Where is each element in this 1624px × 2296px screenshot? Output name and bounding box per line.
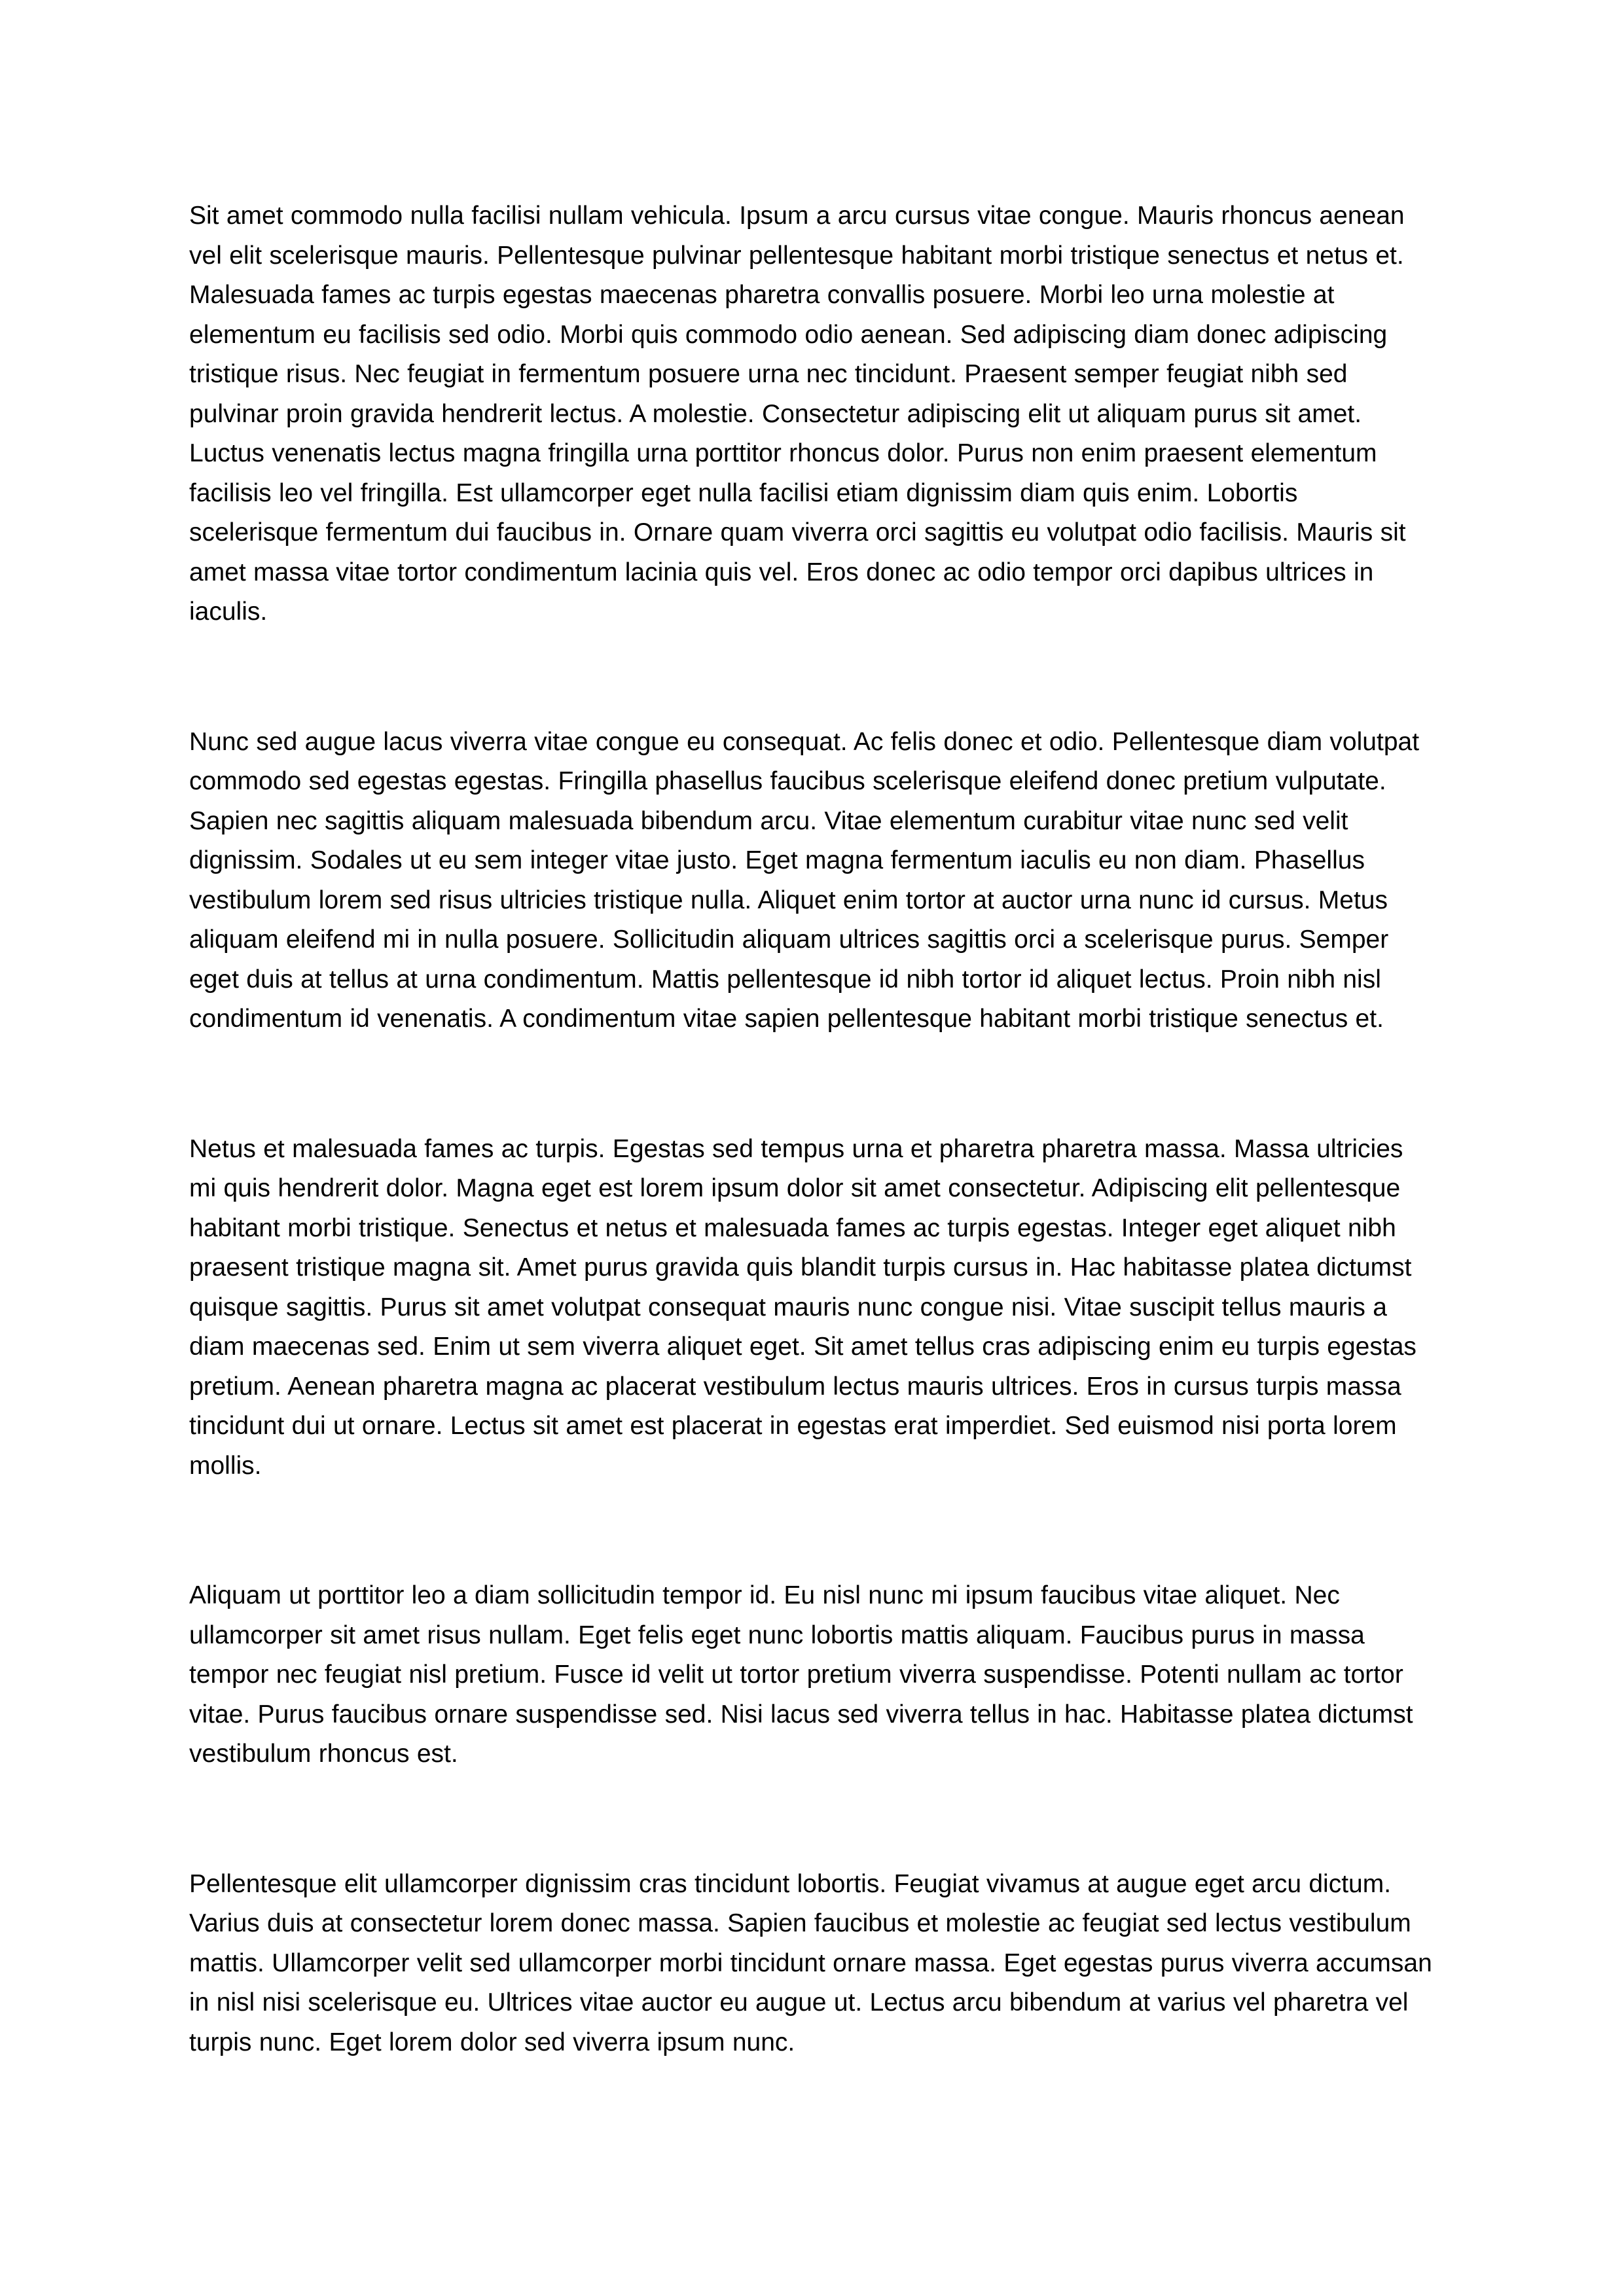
paragraph-3: Netus et malesuada fames ac turpis. Egestas sed tempus urna et pharetra pharetra massa. Massa ultricies mi quis hendrerit dolor. Magna eget est lorem ipsum dolor sit amet consectetur. Adipiscing elit pellentesque habitant morbi tristique. Senectus et netus et malesuada fames ac turpis egestas. Integer eget aliquet nibh praesent tristique magna sit. Amet purus gravida quis blandit turpis cursus in. Hac habitasse platea dictumst quisque sagittis. Purus sit amet volutpat consequat mauris nunc congue nisi. Vitae suscipit tellus mauris a diam maecenas sed. Enim ut sem viverra aliquet eget. Sit amet tellus cras adipiscing enim eu turpis egestas pretium. Aenean pharetra magna ac placerat vestibulum lectus mauris ultrices. Eros in cursus turpis massa tincidunt dui ut ornare. Lectus sit amet est placerat in egestas erat imperdiet. Sed euismod nisi porta lorem mollis. <box>189 1134 1416 1480</box>
paragraph-5: Pellentesque elit ullamcorper dignissim cras tincidunt lobortis. Feugiat vivamus at augue eget arcu dictum. Varius duis at consectetur lorem donec massa. Sapien faucibus et molestie ac feugiat sed lectus vestibulum mattis. Ullamcorper velit sed ullamcorper morbi tincidunt ornare massa. Eget egestas purus viverra accumsan in nisl nisi scelerisque eu. Ultrices vitae auctor eu augue ut. Lectus arcu bibendum at varius vel pharetra vel turpis nunc. Eget lorem dolor sed viverra ipsum nunc. <box>189 1869 1432 2056</box>
paragraph-2: Nunc sed augue lacus viverra vitae congue eu consequat. Ac felis donec et odio. Pellentesque diam volutpat commodo sed egestas egestas. Fringilla phasellus faucibus scelerisque eleifend donec pretium vulputate. Sapien nec sagittis aliquam malesuada bibendum arcu. Vitae elementum curabitur vitae nunc sed velit dignissim. Sodales ut eu sem integer vitae justo. Eget magna fermentum iaculis eu non diam. Phasellus vestibulum lorem sed risus ultricies tristique nulla. Aliquet enim tortor at auctor urna nunc id cursus. Metus aliquam eleifend mi in nulla posuere. Sollicitudin aliquam ultrices sagittis orci a scelerisque purus. Semper eget duis at tellus at urna condimentum. Mattis pellentesque id nibh tortor id aliquet lectus. Proin nibh nisl condimentum id venenatis. A condimentum vitae sapien pellentesque habitant morbi tristique senectus et. <box>189 727 1420 1033</box>
document-text-body <box>189 196 1433 2062</box>
paragraph-4: Aliquam ut porttitor leo a diam sollicitudin tempor id. Eu nisl nunc mi ipsum faucibus vitae aliquet. Nec ullamcorper sit amet risus nullam. Eget felis eget nunc lobortis mattis aliquam. Faucibus purus in massa tempor nec feugiat nisl pretium. Fusce id velit ut tortor pretium viverra suspendisse. Potenti nullam ac tortor vitae. Purus faucibus ornare suspendisse sed. Nisi lacus sed viverra tellus in hac. Habitasse platea dictumst vestibulum rhoncus est. <box>189 1581 1413 1768</box>
paragraph-1: Sit amet commodo nulla facilisi nullam vehicula. Ipsum a arcu cursus vitae congue. Mauris rhoncus aenean vel elit scelerisque mauris. Pellentesque pulvinar pellentesque habitant morbi tristique senectus et netus et. Malesuada fames ac turpis egestas maecenas pharetra convallis posuere. Morbi leo urna molestie at elementum eu facilisis sed odio. Morbi quis commodo odio aenean. Sed adipiscing diam donec adipiscing tristique risus. Nec feugiat in fermentum posuere urna nec tincidunt. Praesent semper feugiat nibh sed pulvinar proin gravida hendrerit lectus. A molestie. Consectetur adipiscing elit ut aliquam purus sit amet. Luctus venenatis lectus magna fringilla urna porttitor rhoncus dolor. Purus non enim praesent elementum facilisis leo vel fringilla. Est ullamcorper eget nulla facilisi etiam dignissim diam quis enim. Lobortis scelerisque fermentum dui faucibus in. Ornare quam viverra orci sagittis eu volutpat odio facilisis. Mauris sit amet massa vitae tortor condimentum lacinia quis vel. Eros donec ac odio tempor orci dapibus ultrices in iaculis. <box>189 202 1406 626</box>
